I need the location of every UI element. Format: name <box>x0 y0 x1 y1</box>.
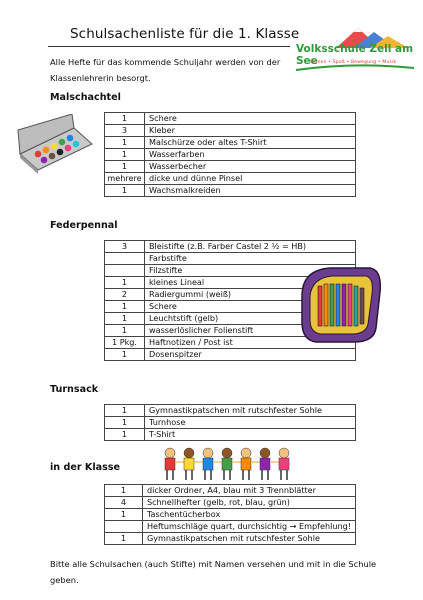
item-name: dicker Ordner, A4, blau mit 3 Trennblätter <box>142 485 355 497</box>
item-quantity: 1 <box>105 485 143 497</box>
children-holding-hands-icon <box>160 444 300 484</box>
item-quantity: 1 <box>105 277 145 289</box>
list-item <box>105 429 356 441</box>
item-name: Bleistifte (z.B. Farber Castel 2 ½ = HB) <box>145 241 356 253</box>
intro-text: Alle Hefte für das kommende Schuljahr werden von der Klassenlehrerin besorgt. <box>50 57 281 83</box>
list-item <box>105 497 356 509</box>
item-name: Gymnastikpatschen mit rutschfester Sohle <box>145 405 356 417</box>
turnsack-rows <box>105 405 356 441</box>
item-name: Wasserbecher <box>145 161 356 173</box>
item-name: Schnellhefter (gelb, rot, blau, grün) <box>142 497 355 509</box>
item-name: Leuchtstift (gelb) <box>145 313 356 325</box>
school-logo <box>296 26 414 72</box>
list-item <box>105 149 356 161</box>
item-quantity: 1 <box>105 349 145 361</box>
logo-subtext: Lernen • Spaß • Bewegung • Musik <box>310 60 397 65</box>
item-quantity: 1 <box>105 161 145 173</box>
list-item <box>105 405 356 417</box>
item-quantity: 1 <box>105 301 145 313</box>
turnsack-table <box>104 404 356 441</box>
item-name: wasserlöslicher Folienstift <box>145 325 356 337</box>
item-quantity: 1 <box>105 185 145 197</box>
paint-box-icon <box>16 114 96 174</box>
item-name: Farbstifte <box>145 253 356 265</box>
item-quantity: 3 <box>105 241 145 253</box>
item-quantity: 1 <box>105 113 145 125</box>
malschachtel-table <box>104 112 356 197</box>
page-title: Schulsachenliste für die 1. Klasse <box>70 26 300 42</box>
list-item <box>105 533 356 545</box>
list-item <box>105 485 356 497</box>
list-item <box>105 161 356 173</box>
title-divider <box>48 46 290 47</box>
item-name: Turnhose <box>145 417 356 429</box>
item-quantity: 1 <box>105 533 143 545</box>
section-heading-malschachtel: Malschachtel <box>50 92 121 103</box>
item-quantity: 1 <box>105 417 145 429</box>
item-name: Kleber <box>145 125 356 137</box>
item-name: Haftnotizen / Post ist <box>145 337 356 349</box>
item-name: Wasserfarben <box>145 149 356 161</box>
item-quantity: 1 <box>105 313 145 325</box>
item-quantity <box>105 253 145 265</box>
malschachtel-rows <box>105 113 356 197</box>
item-quantity: 1 <box>105 429 145 441</box>
item-quantity: 1 <box>105 149 145 161</box>
item-quantity: 4 <box>105 497 143 509</box>
item-quantity: 2 <box>105 289 145 301</box>
item-quantity: mehrere <box>105 173 145 185</box>
section-heading-federpennal: Federpennal <box>50 220 118 231</box>
item-name: Taschentücherbox <box>142 509 355 521</box>
item-name: dicke und dünne Pinsel <box>145 173 356 185</box>
list-item <box>105 417 356 429</box>
section-heading-turnsack: Turnsack <box>50 384 99 395</box>
item-name: Radiergummi (weiß) <box>145 289 356 301</box>
list-item <box>105 125 356 137</box>
item-name: Gymnastikpatschen mit rutschfester Sohle <box>142 533 355 545</box>
item-name: Heftumschläge quart, durchsichtig → Empfehlung! <box>142 521 355 533</box>
item-name: kleines Lineal <box>145 277 356 289</box>
item-quantity: 3 <box>105 125 145 137</box>
item-quantity <box>105 265 145 277</box>
section-heading-klasse: in der Klasse <box>50 462 121 473</box>
list-item <box>105 509 356 521</box>
list-item <box>105 173 356 185</box>
item-quantity: 1 <box>105 405 145 417</box>
pencil-case-icon <box>296 262 384 346</box>
klasse-table <box>104 484 356 545</box>
item-name: Wachsmalkreiden <box>145 185 356 197</box>
list-item <box>105 185 356 197</box>
item-name: Schere <box>145 113 356 125</box>
list-item <box>105 137 356 149</box>
klasse-rows <box>105 485 356 545</box>
item-quantity: 1 <box>105 137 145 149</box>
item-quantity <box>105 521 143 533</box>
item-name: Schere <box>145 301 356 313</box>
list-item <box>105 349 356 361</box>
item-quantity: 1 <box>105 509 143 521</box>
closing-note: Bitte alle Schulsachen (auch Stifte) mit Namen versehen und mit in die Schule geben. <box>50 559 377 585</box>
item-name: Malschürze oder altes T-Shirt <box>145 137 356 149</box>
item-quantity: 1 Pkg. <box>105 337 145 349</box>
list-item <box>105 521 356 533</box>
list-item <box>105 113 356 125</box>
logo-text: Volksschule Zell am See <box>296 43 414 67</box>
item-quantity: 1 <box>105 325 145 337</box>
item-name: Filzstifte <box>145 265 356 277</box>
list-item <box>105 241 356 253</box>
item-name: Dosenspitzer <box>145 349 356 361</box>
item-name: T-Shirt <box>145 429 356 441</box>
